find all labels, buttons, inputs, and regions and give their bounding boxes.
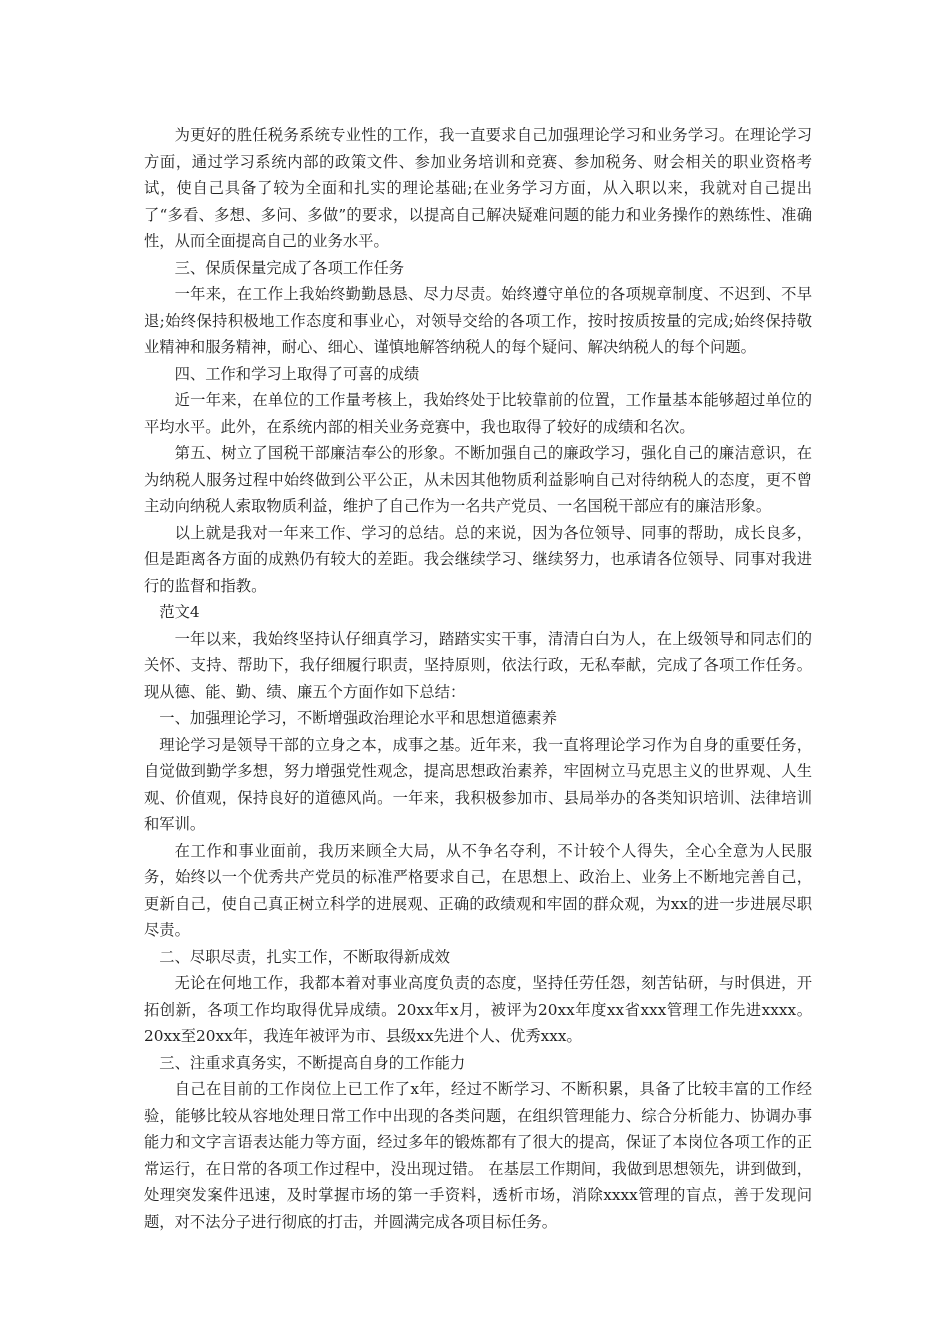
paragraph-career-attitude: 在工作和事业面前，我历来顾全大局，从不争名夺利，不计较个人得失，全心全意为人民服务，始终以一个优秀共产党员的标准严格要求自己，在思想上、政治上、业务上不断地完善自己，更新自己，使自己真正树立科学的进展观、正确的政绩观和牢固的群众观，为xx的进一步进展尽职尽责。: [144, 841, 812, 939]
heading-part-1: 一、加强理论学习，不断增强政治理论水平和思想道德素养: [159, 709, 558, 727]
heading-part-2: 二、尽职尽责，扎实工作，不断取得新成效: [159, 947, 450, 966]
paragraph-integrity: 第五、树立了国税干部廉洁奉公的形象。不断加强自己的廉政学习，强化自己的廉洁意识，在为纳税人服务过程中始终做到公平公正，从未因其他物质利益影响自己对待纳税人的态度，更不曾主动向纳税人索取物质利益，维护了自己作为一名共产党员、一名国税干部应有的廉洁形象。: [144, 444, 812, 515]
paragraph-work-ability: 自己在目前的工作岗位上已工作了x年，经过不断学习、不断积累，具备了比较丰富的工作经验，能够比较从容地处理日常工作中出现的各类问题，在组织管理能力、综合分析能力、协调办事能力和文字言语表达能力等方面，经过多年的锻炼都有了很大的提高，保证了本岗位各项工作的正常运行，在日常的各项工作过程中，没出现过错。 在基层工作期间，我做到思想领先，讲到做到，处理突发案件迅速，及时掌握市场的第一手资料，透析市场，消除xxxx管理的盲点，善于发现问题，对不法分子进行彻底的打击，并圆满完成各项目标任务。: [144, 1080, 812, 1231]
paragraph-summary: 以上就是我对一年来工作、学习的总结。总的来说，因为各位领导、同事的帮助，成长良多，但是距离各方面的成熟仍有较大的差距。我会继续学习、继续努力，也承请各位领导、同事对我进行的监督和指教。: [144, 523, 812, 595]
paragraph-work-tasks: 一年来，在工作上我始终勤勤恳恳、尽力尽责。始终遵守单位的各项规章制度、不迟到、不早退;始终保持积极地工作态度和事业心，对领导交给的各项工作，按时按质按量的完成;始终保持敬业精神和服务精神，耐心、细心、谨慎地解答纳税人的每个疑问、解决纳税人的每个问题。: [144, 285, 812, 356]
heading-part-3: 三、注重求真务实，不断提高自身的工作能力: [159, 1053, 466, 1072]
document-body: [144, 122, 812, 1235]
paragraph-theory-study: 为更好的胜任税务系统专业性的工作，我一直要求自己加强理论学习和业务学习。在理论学习方面，通过学习系统内部的政策文件、参加业务培训和竞赛、参加税务、财会相关的职业资格考试，使自己具备了较为全面和扎实的理论基础;在业务学习方面，从入职以来，我就对自己提出了“多看、多想、多问、多做”的要求，以提高自己解决疑难问题的能力和业务操作的熟练性、准确性，从而全面提高自己的业务水平。: [144, 126, 812, 250]
paragraph-achievements: 近一年来，在单位的工作量考核上，我始终处于比较靠前的位置，工作量基本能够超过单位的平均水平。此外，在系统内部的相关业务竞赛中，我也取得了较好的成绩和名次。: [144, 391, 812, 436]
paragraph-awards: 无论在何地工作，我都本着对事业高度负责的态度，坚持任劳任怨，刻苦钻研，与时俱进，开拓创新，各项工作均取得优异成绩。20xx年x月，被评为20xx年度xx省xxx管理工作先进xxxx。20xx至20xx年，我连年被评为市、县级xx先进个人、优秀xxx。: [144, 974, 812, 1045]
heading-section-3: 三、保质保量完成了各项工作任务: [174, 258, 405, 277]
heading-sample-4: 范文4: [159, 603, 200, 621]
paragraph-intro: 一年以来，我始终坚持认仔细真学习，踏踏实实干事，清清白白为人，在上级领导和同志们的关怀、支持、帮助下，我仔细履行职责，坚持原则，依法行政，无私奉献，完成了各项工作任务。现从德、能、勤、绩、廉五个方面作如下总结：: [144, 629, 812, 701]
paragraph-theory-foundation: 理论学习是领导干部的立身之本，成事之基。近年来，我一直将理论学习作为自身的重要任务，自觉做到勤学多想，努力增强党性观念，提高思想政治素养，牢固树立马克思主义的世界观、人生观、价值观，保持良好的道德风尚。一年来，我积极参加市、县局举办的各类知识培训、法律培训和军训。: [144, 735, 812, 833]
heading-section-4: 四、工作和学习上取得了可喜的成绩: [174, 364, 420, 383]
